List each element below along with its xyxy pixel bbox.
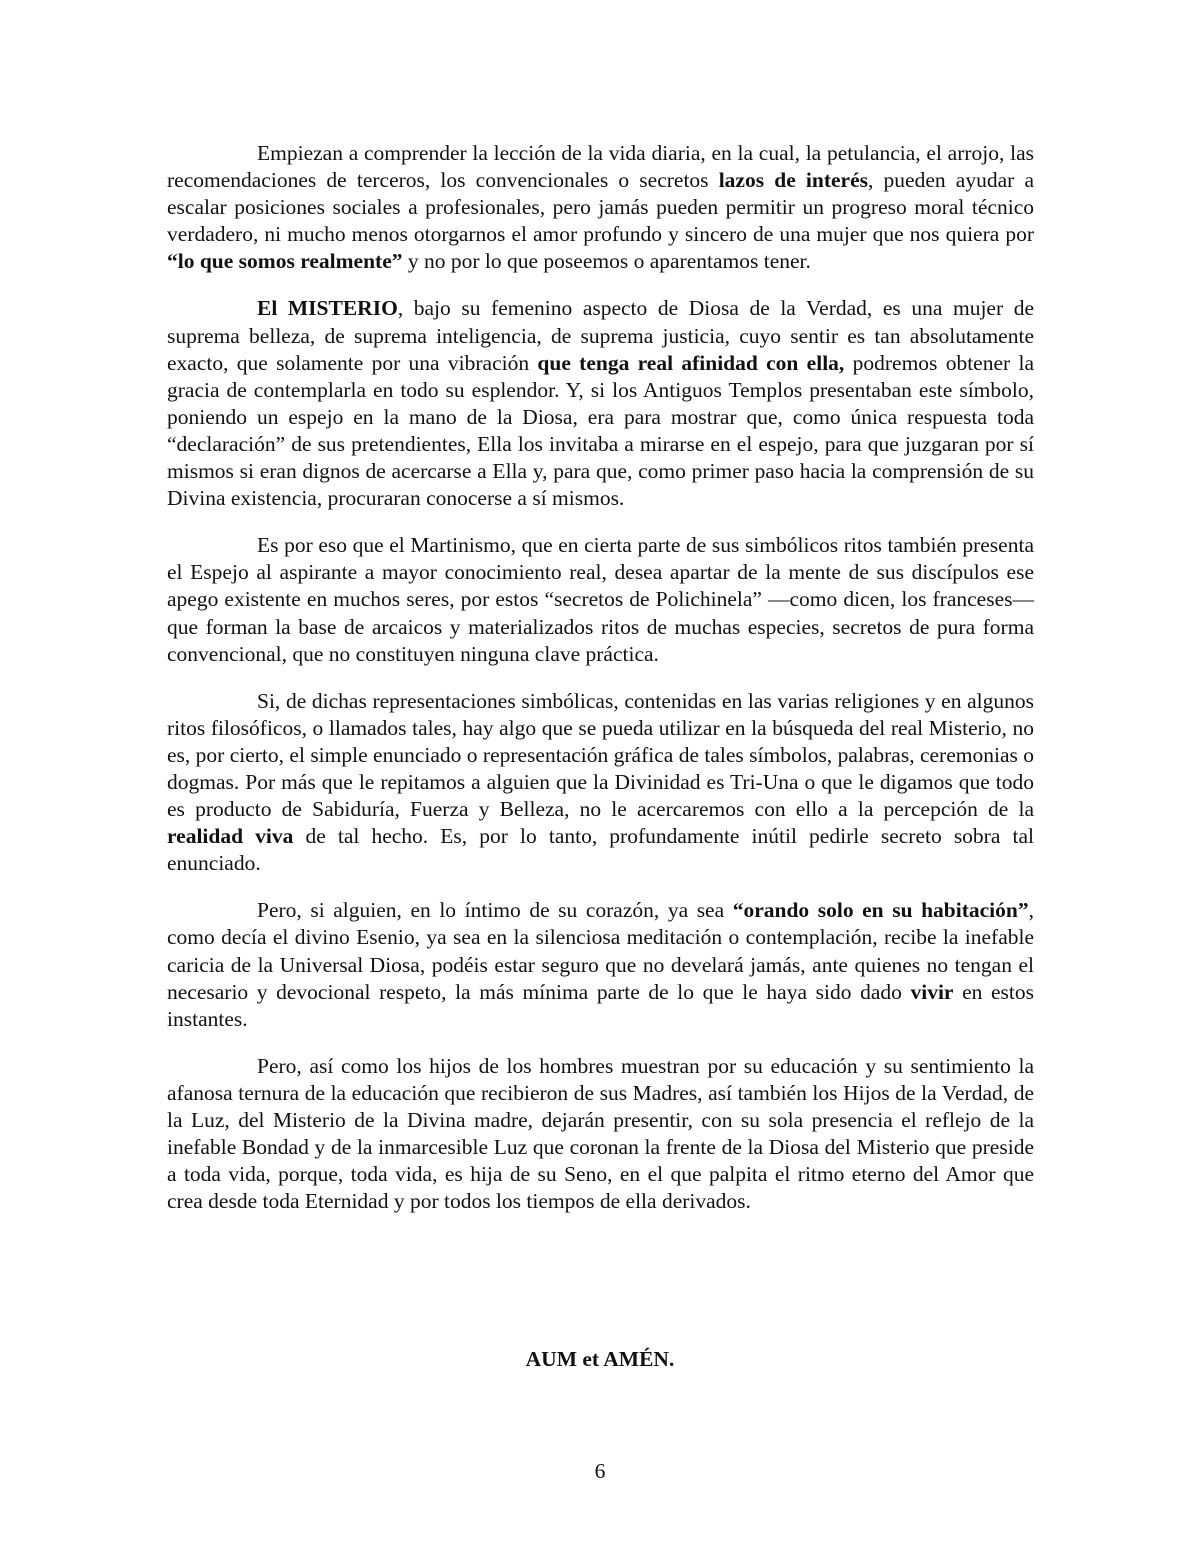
paragraph-3 <box>167 532 1034 667</box>
closing-invocation: AUM et AMÉN. <box>525 1347 675 1371</box>
text-segment: Pero, así como los hijos de los hombres muestran por su educación y su sentimiento la afanosa ternura de la educación que recibieron de sus Madres, así también los Hijos de la Verdad, de la Luz, del Misterio de la Divina madre, dejarán presentir, con su sola presencia el reflejo de la inefable Bondad y de la inmarcesible Luz que coronan la frente de la Diosa del Misterio que preside a toda vida, porque, toda vida, es hija de su Seno, en el que palpita el ritmo eterno del Amor que crea desde toda Eternidad y por todos los tiempos de ella derivados. <box>167 1053 1034 1214</box>
paragraph-6 <box>167 1053 1034 1216</box>
text-segment: y no por lo que poseemos o aparentamos tener. <box>402 249 811 274</box>
text-segment: , como decía el divino Esenio, ya sea en la silenciosa meditación o contemplación, recibe la inefable caricia de la Universal Diosa, podéis estar seguro que no develará jamás, ante quienes no tengan el necesario y devocional respeto, la más mínima parte de lo que le haya sido dado <box>167 898 1034 1004</box>
bold-segment: El MISTERIO <box>257 296 398 321</box>
page-number: 6 <box>594 1459 606 1483</box>
bold-segment: “orando solo en su habitación” <box>732 898 1029 923</box>
document-body <box>167 140 1034 1235</box>
bold-segment: que tenga real afinidad con ella, <box>537 350 845 375</box>
paragraph-5 <box>167 897 1034 1032</box>
text-segment: , pueden ayudar a escalar posiciones sociales a profesionales, pero jamás pueden permitir un progreso moral técnico verdadero, ni mucho menos otorgarnos el amor profundo y sincero de una mujer que nos quiera por <box>167 168 1034 247</box>
text-segment: Empiezan a comprender la lección de la vida diaria, en la cual, la petulancia, el arrojo, las recomendaciones de terceros, los convencionales o secretos <box>167 141 1034 193</box>
paragraph-2 <box>167 295 1034 512</box>
text-segment: podremos obtener la gracia de contemplarla en todo su esplendor. Y, si los Antiguos Templos presentaban este símbolo, poniendo un espejo en la mano de la Diosa, era para mostrar que, como única respuesta toda “declaración” de sus pretendientes, Ella los invitaba a mirarse en el espejo, para que juzgaran por sí mismos si eran dignos de acercarse a Ella y, para que, como primer paso hacia la comprensión de su Divina existencia, procuraran conocerse a sí mismos. <box>167 350 1034 511</box>
text-segment: en estos instantes. <box>167 979 1034 1031</box>
text-segment: Es por eso que el Martinismo, que en cierta parte de sus simbólicos ritos también presenta el Espejo al aspirante a mayor conocimiento real, desea apartar de la mente de sus discípulos ese apego existente en muchos seres, por estos “secretos de Polichinela” —como dicen, los franceses— que forman la base de arcaicos y materializados ritos de muchas especies, secretos de pura forma convencional, que no constituyen ninguna clave práctica. <box>167 533 1034 666</box>
text-segment: , bajo su femenino aspecto de Diosa de la Verdad, es una mujer de suprema belleza, de suprema inteligencia, de suprema justicia, cuyo sentir es tan absolutamente exacto, que solamente por una vibración <box>167 296 1034 375</box>
bold-segment: vivir <box>910 979 954 1004</box>
text-segment: de tal hecho. Es, por lo tanto, profundamente inútil pedirle secreto sobra tal enunciado. <box>167 824 1034 876</box>
text-segment: Si, de dichas representaciones simbólicas, contenidas en las varias religiones y en algunos ritos filosóficos, o llamados tales, hay algo que se pueda utilizar en la búsqueda del real Misterio, no es, por cierto, el simple enunciado o representación gráfica de tales símbolos, palabras, ceremonias o dogmas. Por más que le repitamos a alguien que la Divinidad es Tri-Una o que le digamos que todo es producto de Sabiduría, Fuerza y Belleza, no le acercaremos con ello a la percepción de la <box>167 688 1034 822</box>
text-segment: Pero, si alguien, en lo íntimo de su corazón, ya sea <box>257 898 733 923</box>
paragraph-4 <box>167 688 1034 878</box>
paragraph-1 <box>167 140 1034 275</box>
bold-segment: lazos de interés <box>718 168 868 193</box>
bold-segment: “lo que somos realmente” <box>167 249 403 274</box>
bold-segment: realidad viva <box>167 824 294 849</box>
